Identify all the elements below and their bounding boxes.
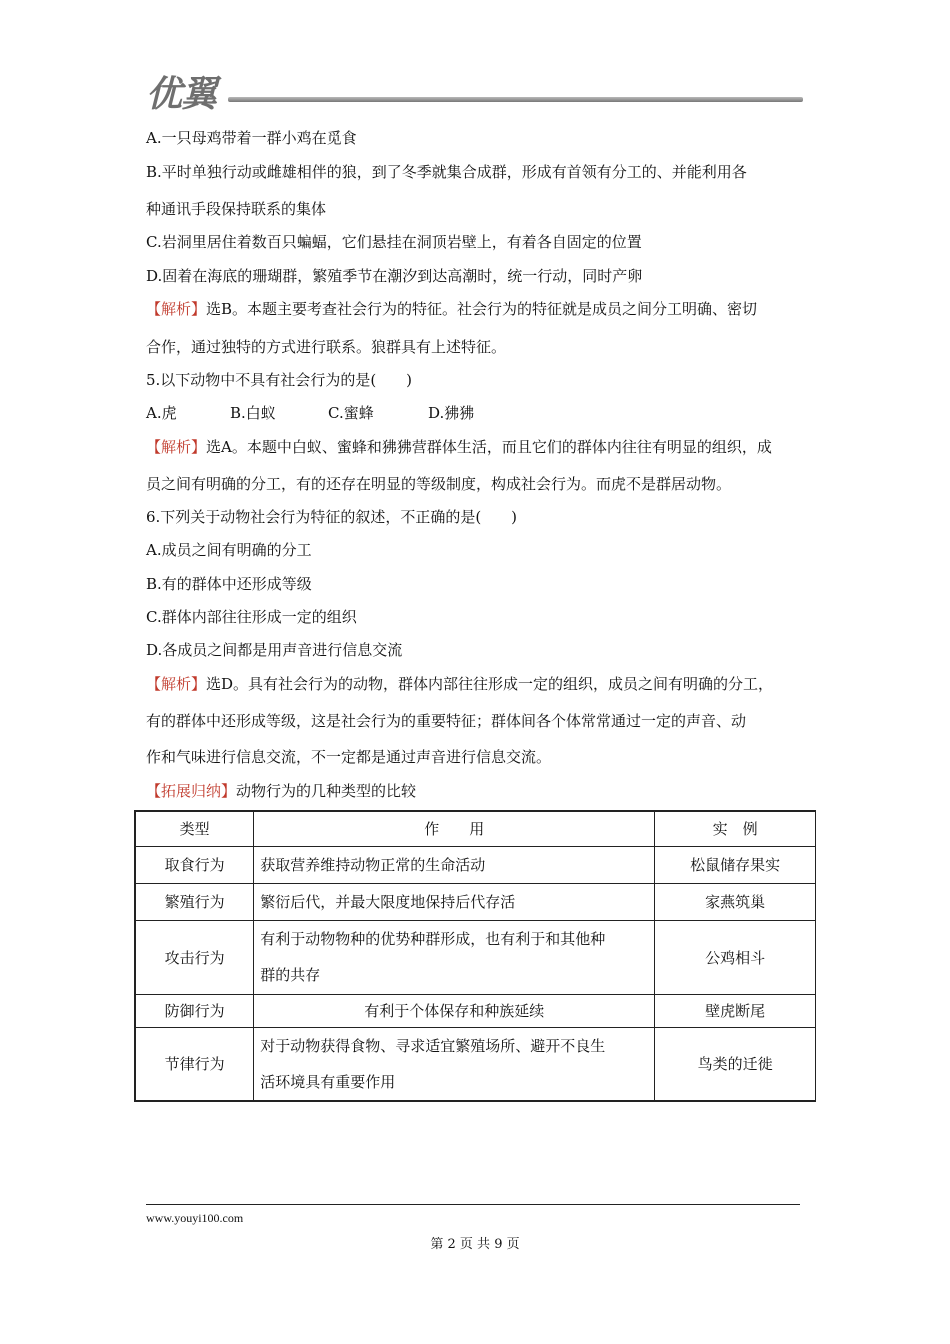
behavior-comparison-table	[134, 810, 816, 1102]
q6-option-b: B.有的群体中还形成等级	[146, 575, 312, 593]
type-cell: 节律行为	[135, 1027, 254, 1101]
analysis-tag: 【解析】	[146, 438, 207, 456]
effect-cell	[254, 920, 655, 994]
q4-option-a: A.一只母鸡带着一群小鸡在觅食	[146, 129, 357, 147]
effect-cell: 获取营养维持动物正常的生命活动	[254, 846, 655, 883]
footer-divider	[146, 1204, 800, 1205]
table-row	[135, 883, 816, 920]
analysis-4-cont: 合作，通过独特的方式进行联系。狼群具有上述特征。	[146, 338, 507, 356]
effect-line: 有利于动物物种的优势种群形成，也有利于和其他种	[260, 930, 606, 948]
q5-option-c: C.蜜蜂	[328, 404, 374, 422]
example-cell: 家燕筑巢	[655, 883, 816, 920]
analysis-tag: 【解析】	[146, 300, 207, 318]
effect-line: 群的共存	[260, 966, 321, 984]
effect-cell: 繁衍后代，并最大限度地保持后代存活	[254, 883, 655, 920]
header-cell: 作 用	[254, 811, 655, 846]
table-row	[135, 1027, 816, 1101]
q4-option-b: B.平时单独行动或雌雄相伴的狼，到了冬季就集合成群，形成有首领有分工的、并能利用各	[146, 163, 747, 181]
type-cell: 防御行为	[135, 994, 254, 1027]
extension-heading	[146, 781, 416, 801]
q6-option-d: D.各成员之间都是用声音进行信息交流	[146, 641, 403, 659]
example-cell: 鸟类的迁徙	[655, 1027, 816, 1101]
effect-line: 对于动物获得食物、寻求适宜繁殖场所、避开不良生	[260, 1036, 606, 1055]
type-cell: 繁殖行为	[135, 883, 254, 920]
q4-option-c: C.岩洞里居住着数百只蝙蝠，它们悬挂在洞顶岩壁上，有着各自固定的位置	[146, 233, 642, 251]
effect-cell: 有利于个体保存和种族延续	[254, 994, 655, 1027]
table-header-row	[135, 811, 816, 846]
analysis-6	[146, 674, 773, 694]
analysis-tag: 【解析】	[146, 675, 207, 693]
extension-title: 动物行为的几种类型的比较	[236, 782, 417, 800]
header-divider	[228, 97, 803, 102]
analysis-text: 选D。具有社会行为的动物，群体内部往往形成一定的组织，成员之间有明确的分工，	[206, 675, 774, 693]
table-row	[135, 994, 816, 1027]
example-cell: 壁虎断尾	[655, 994, 816, 1027]
q4-option-b-cont: 种通讯手段保持联系的集体	[146, 200, 327, 218]
table-row	[135, 846, 816, 883]
example-cell: 公鸡相斗	[655, 920, 816, 994]
q5-option-b: B.白蚁	[230, 404, 276, 422]
q4-option-d: D.固着在海底的珊瑚群，繁殖季节在潮汐到达高潮时，统一行动，同时产卵	[146, 267, 643, 285]
type-cell: 攻击行为	[135, 920, 254, 994]
q6-option-c: C.群体内部往往形成一定的组织	[146, 608, 357, 626]
footer-url: www.youyi100.com	[146, 1211, 244, 1225]
q6-option-a: A.成员之间有明确的分工	[146, 541, 312, 559]
analysis-5-cont: 员之间有明确的分工，有的还存在明显的等级制度，构成社会行为。而虎不是群居动物。	[146, 475, 732, 493]
analysis-text: 选A。本题中白蚁、蜜蜂和狒狒营群体生活，而且它们的群体内往往有明显的组织，成	[206, 438, 772, 456]
q6-stem: 6.下列关于动物社会行为特征的叙述，不正确的是( )	[146, 508, 518, 526]
analysis-5	[146, 437, 772, 457]
analysis-4	[146, 299, 757, 319]
q5-stem: 5.以下动物中不具有社会行为的是( )	[146, 371, 413, 389]
effect-line: 活环境具有重要作用	[260, 1072, 396, 1091]
page-number: 第 2 页 共 9 页	[430, 1237, 520, 1252]
header-cell: 类型	[135, 811, 254, 846]
analysis-text: 选B。本题主要考查社会行为的特征。社会行为的特征就是成员之间分工明确、密切	[206, 300, 758, 318]
type-cell: 取食行为	[135, 846, 254, 883]
analysis-6-cont2: 作和气味进行信息交流，不一定都是通过声音进行信息交流。	[146, 748, 552, 766]
header-cell: 实 例	[655, 811, 816, 846]
q5-option-a: A.虎	[146, 404, 177, 422]
q5-options	[146, 403, 474, 423]
analysis-6-cont: 有的群体中还形成等级，这是社会行为的重要特征；群体间各个体常常通过一定的声音、动	[146, 712, 747, 730]
extension-tag: 【拓展归纳】	[146, 782, 237, 800]
table-row	[135, 920, 816, 994]
logo: 优翼	[146, 74, 217, 115]
effect-cell	[254, 1027, 655, 1101]
q5-option-d: D.狒狒	[428, 404, 475, 422]
example-cell: 松鼠储存果实	[655, 846, 816, 883]
